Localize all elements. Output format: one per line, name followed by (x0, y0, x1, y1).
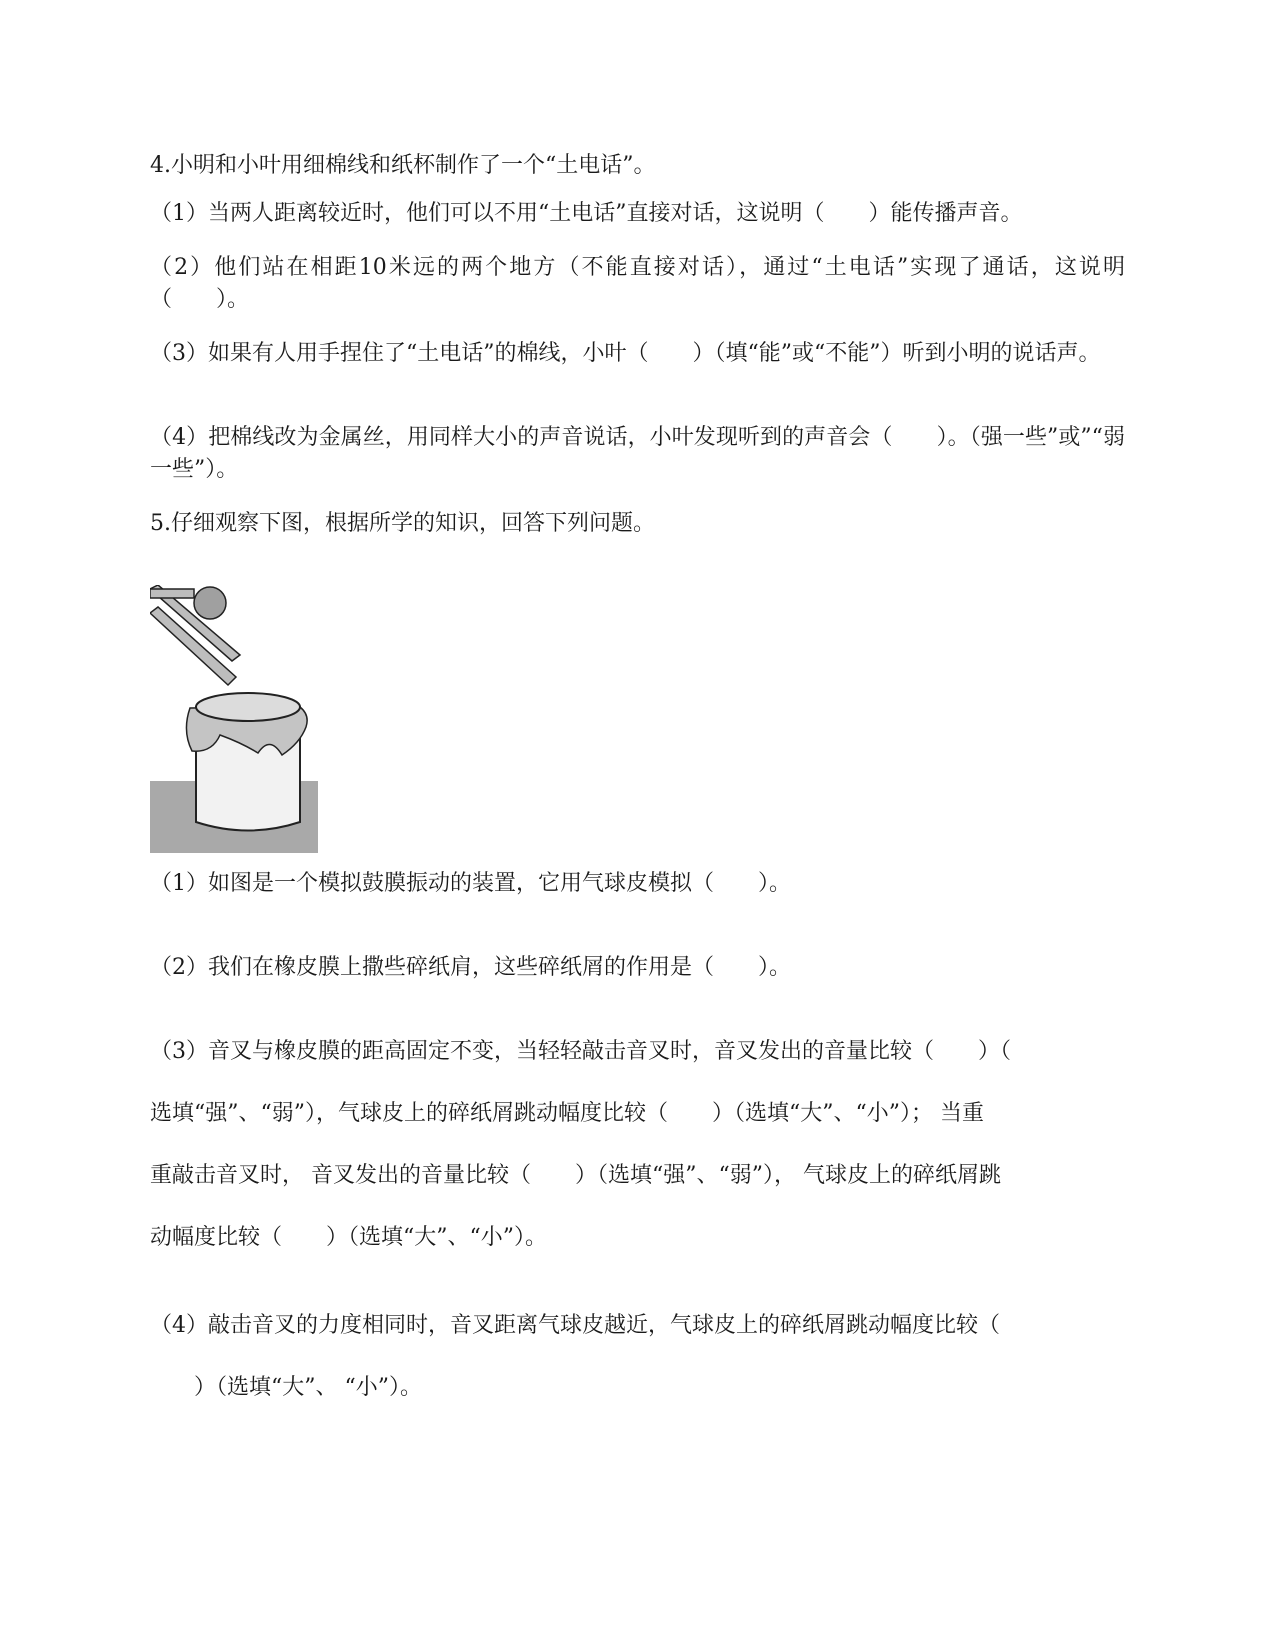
jar-rim (196, 693, 300, 721)
q5-part3-line4: 动幅度比较（ ）（选填“大”、“小”）。 (150, 1225, 547, 1250)
q4-part3: （3）如果有人用手捏住了“土电话”的棉线，小叶（ ）（填“能”或“不能”）听到小明的说话声。 (150, 341, 1101, 366)
q5-part4-line1: （4）敲击音叉的力度相同时，音叉距离气球皮越近，气球皮上的碎纸屑跳动幅度比较（ (150, 1313, 1000, 1338)
q5-title: 5.仔细观察下图，根据所学的知识，回答下列问题。 (150, 511, 655, 536)
q5-part3-line3: 重敲击音叉时， 音叉发出的音量比较（ ）（选填“强”、“弱”）， 气球皮上的碎纸屑跳 (150, 1163, 1001, 1188)
q4-part2: （2）他们站在相距10米远的两个地方（不能直接对话），通过“土电话”实现了通话，这说明（ ）。 (150, 255, 1125, 312)
q4-part4: （4）把棉线改为金属丝，用同样大小的声音说话，小叶发现听到的声音会（ ）。（强一些”或”“弱一些”）。 (150, 425, 1125, 482)
tuning-fork-drum-figure (150, 585, 330, 855)
q5-part1: （1）如图是一个模拟鼓膜振动的装置，它用气球皮模拟（ ）。 (150, 871, 791, 896)
q4-title: 4.小明和小叶用细棉线和纸杯制作了一个“土电话”。 (150, 153, 656, 178)
q5-part2: （2）我们在橡皮膜上撒些碎纸肩，这些碎纸屑的作用是（ ）。 (150, 955, 791, 980)
q5-part3-line1: （3）音叉与橡皮膜的距高固定不变，当轻轻敲击音叉时，音叉发出的音量比较（ ）（ (150, 1039, 1012, 1064)
fork-ball (194, 587, 226, 619)
q5-part4-line2: ）（选填“大”、 “小”）。 (150, 1375, 422, 1400)
fork-handle (150, 589, 194, 598)
q4-part1: （1）当两人距离较近时，他们可以不用“土电话”直接对话，这说明（ ）能传播声音。 (150, 201, 1023, 226)
q5-part3-line2: 选填“强”、“弱”），气球皮上的碎纸屑跳动幅度比较（ ）（选填“大”、“小”）； 当重 (150, 1101, 984, 1126)
